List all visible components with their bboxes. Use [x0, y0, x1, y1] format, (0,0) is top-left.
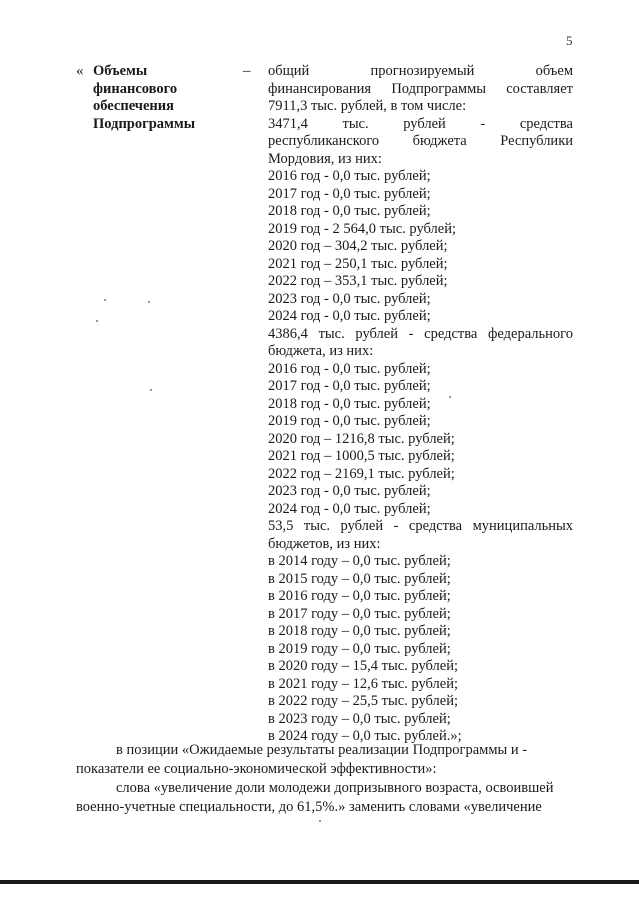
paragraph — [76, 798, 574, 817]
paragraph — [76, 779, 574, 798]
scan-edge-line — [0, 880, 639, 884]
text-line: 53,5 тыс. рублей - средства муниципальных — [268, 518, 573, 534]
scan-speck — [96, 320, 98, 322]
text-line: 2016 год - 0,0 тыс. рублей; — [268, 168, 431, 184]
text-line: 2020 год – 1216,8 тыс. рублей; — [268, 430, 455, 447]
funding-description — [268, 63, 573, 746]
row-label-line: Подпрограммы — [93, 115, 196, 132]
text-line: республиканского бюджета Республики — [268, 133, 573, 149]
text-line: 2017 год - 0,0 тыс. рублей; — [268, 378, 431, 394]
row-label — [93, 63, 243, 133]
text-line: в 2024 году – 0,0 тыс. рублей.»; — [268, 728, 462, 744]
opening-quote: « — [76, 63, 84, 79]
text-line: в 2016 году – 0,0 тыс. рублей; — [268, 588, 451, 604]
paragraph — [76, 741, 574, 760]
paragraph-line: слова «увеличение доли молодежи допризывного возраста, освоившей — [116, 780, 554, 796]
text-line: 7911,3 тыс. рублей, в том числе: — [268, 98, 467, 114]
text-line: 2024 год - 0,0 тыс. рублей; — [268, 308, 431, 324]
text-line: в 2022 году – 25,5 тыс. рублей; — [268, 693, 459, 709]
text-line: 2024 год - 0,0 тыс. рублей; — [268, 500, 431, 517]
text-line: 2018 год - 0,0 тыс. рублей; — [268, 395, 431, 412]
text-line: 2021 год – 1000,5 тыс. рублей; — [268, 448, 455, 464]
text-line: бюджетов, из них: — [268, 535, 381, 552]
text-line: 2016 год - 0,0 тыс. рублей; — [268, 360, 431, 377]
text-line: 4386,4 тыс. рублей - средства федерального — [268, 325, 573, 342]
text-line: 2019 год - 0,0 тыс. рублей; — [268, 413, 431, 429]
text-line: в 2014 году – 0,0 тыс. рублей; — [268, 553, 451, 569]
paragraph-line: показатели ее социально-экономической эффективности»: — [76, 761, 437, 777]
text-line: финансирования Подпрограммы составляет — [268, 80, 573, 97]
scan-speck — [148, 301, 150, 303]
paragraph — [76, 760, 574, 779]
text-line: 2022 год – 2169,1 тыс. рублей; — [268, 465, 455, 482]
text-line: 2020 год – 304,2 тыс. рублей; — [268, 238, 448, 254]
row-label-line: Объемы — [93, 63, 148, 79]
page-number: 5 — [566, 33, 573, 48]
scan-speck — [104, 299, 106, 301]
paragraph-line: военно-учетные специальности, до 61,5%.» заменить словами «увеличение — [76, 799, 542, 815]
text-line: в 2021 году – 12,6 тыс. рублей; — [268, 675, 459, 692]
text-line: 2023 год - 0,0 тыс. рублей; — [268, 483, 431, 499]
text-line: в 2018 году – 0,0 тыс. рублей; — [268, 623, 451, 639]
text-line: 2022 год – 353,1 тыс. рублей; — [268, 273, 448, 289]
text-line: 3471,4 тыс. рублей - средства — [268, 115, 573, 132]
text-line: в 2020 году – 15,4 тыс. рублей; — [268, 658, 459, 674]
text-line: бюджета, из них: — [268, 343, 374, 359]
text-line: в 2017 году – 0,0 тыс. рублей; — [268, 605, 451, 622]
separator-dash: – — [243, 63, 251, 79]
text-line: 2023 год - 0,0 тыс. рублей; — [268, 290, 431, 307]
text-line: в 2015 году – 0,0 тыс. рублей; — [268, 570, 451, 587]
row-label-line: финансового — [93, 80, 178, 97]
scan-speck — [150, 389, 152, 391]
body-paragraphs — [76, 741, 574, 817]
text-line: общий прогнозируемый объем — [268, 63, 573, 79]
scan-speck — [319, 820, 321, 822]
scan-speck — [449, 396, 451, 398]
row-label-line: обеспечения — [93, 98, 174, 114]
text-line: в 2023 году – 0,0 тыс. рублей; — [268, 710, 451, 727]
text-line: в 2019 году – 0,0 тыс. рублей; — [268, 640, 451, 657]
text-line: 2018 год - 0,0 тыс. рублей; — [268, 203, 431, 219]
text-line: Мордовия, из них: — [268, 150, 382, 167]
text-line: 2019 год - 2 564,0 тыс. рублей; — [268, 220, 456, 237]
text-line: 2021 год – 250,1 тыс. рублей; — [268, 255, 448, 272]
paragraph-line: в позиции «Ожидаемые результаты реализации Подпрограммы и - — [116, 742, 528, 758]
text-line: 2017 год - 0,0 тыс. рублей; — [268, 185, 431, 202]
